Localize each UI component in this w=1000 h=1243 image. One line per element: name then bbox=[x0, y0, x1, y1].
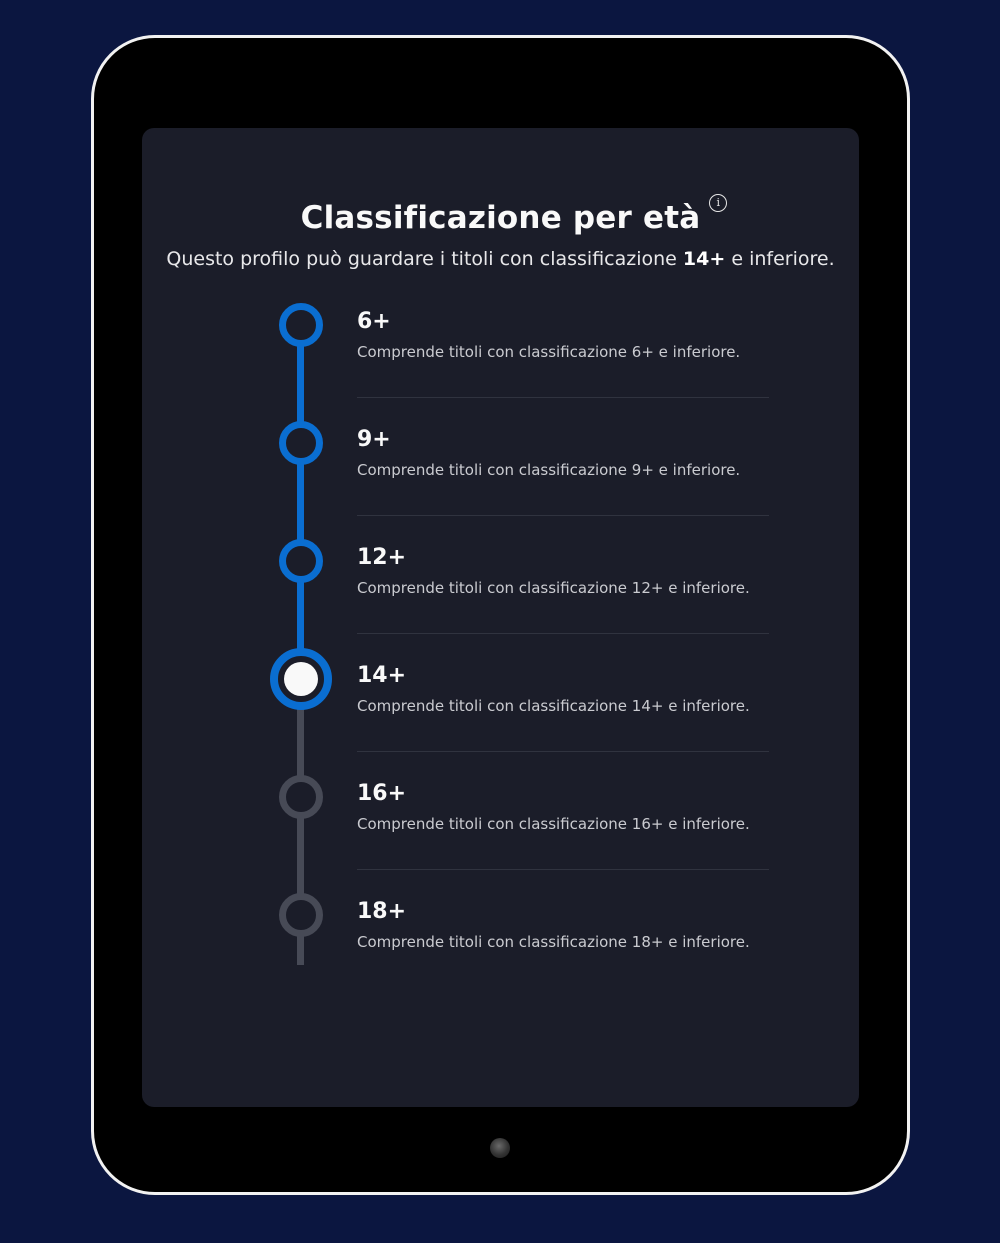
subtitle-suffix: e inferiore. bbox=[725, 248, 835, 270]
rating-radio-12plus[interactable] bbox=[279, 539, 323, 583]
rating-divider bbox=[357, 869, 769, 870]
rating-radio-6plus[interactable] bbox=[279, 303, 323, 347]
age-rating-screen bbox=[142, 128, 859, 1107]
rating-option[interactable] bbox=[357, 661, 769, 715]
rating-label: 16+ bbox=[357, 781, 407, 806]
rating-option[interactable] bbox=[357, 779, 769, 833]
page-title-text: Classificazione per età bbox=[300, 200, 701, 236]
rating-option[interactable] bbox=[357, 543, 769, 597]
rating-description: Comprende titoli con classificazione 18+ e inferiore. bbox=[357, 933, 750, 951]
rating-label: 6+ bbox=[357, 309, 391, 334]
rating-description: Comprende titoli con classificazione 12+ e inferiore. bbox=[357, 579, 750, 597]
rating-timeline bbox=[142, 128, 859, 1107]
rating-radio-9plus[interactable] bbox=[279, 421, 323, 465]
rating-label: 12+ bbox=[357, 545, 407, 570]
rating-label: 14+ bbox=[357, 663, 407, 688]
timeline-line-included bbox=[297, 325, 304, 679]
subtitle-prefix: Questo profilo può guardare i titoli con classificazione bbox=[166, 248, 683, 270]
info-icon[interactable]: i bbox=[709, 194, 727, 212]
rating-divider bbox=[357, 751, 769, 752]
rating-divider bbox=[357, 633, 769, 634]
rating-option[interactable] bbox=[357, 425, 769, 479]
rating-label: 18+ bbox=[357, 899, 407, 924]
rating-radio-16plus[interactable] bbox=[279, 775, 323, 819]
rating-option[interactable] bbox=[357, 307, 769, 361]
subtitle-rating: 14+ bbox=[682, 248, 726, 270]
home-button bbox=[490, 1138, 510, 1158]
rating-description: Comprende titoli con classificazione 16+ e inferiore. bbox=[357, 815, 750, 833]
rating-divider bbox=[357, 515, 769, 516]
rating-divider bbox=[357, 397, 769, 398]
rating-option[interactable] bbox=[357, 897, 769, 951]
rating-radio-14plus[interactable] bbox=[270, 648, 332, 710]
rating-description: Comprende titoli con classificazione 6+ e inferiore. bbox=[357, 343, 741, 361]
rating-label: 9+ bbox=[357, 427, 391, 452]
rating-radio-18plus[interactable] bbox=[279, 893, 323, 937]
rating-description: Comprende titoli con classificazione 9+ e inferiore. bbox=[357, 461, 741, 479]
rating-description: Comprende titoli con classificazione 14+ e inferiore. bbox=[357, 697, 750, 715]
